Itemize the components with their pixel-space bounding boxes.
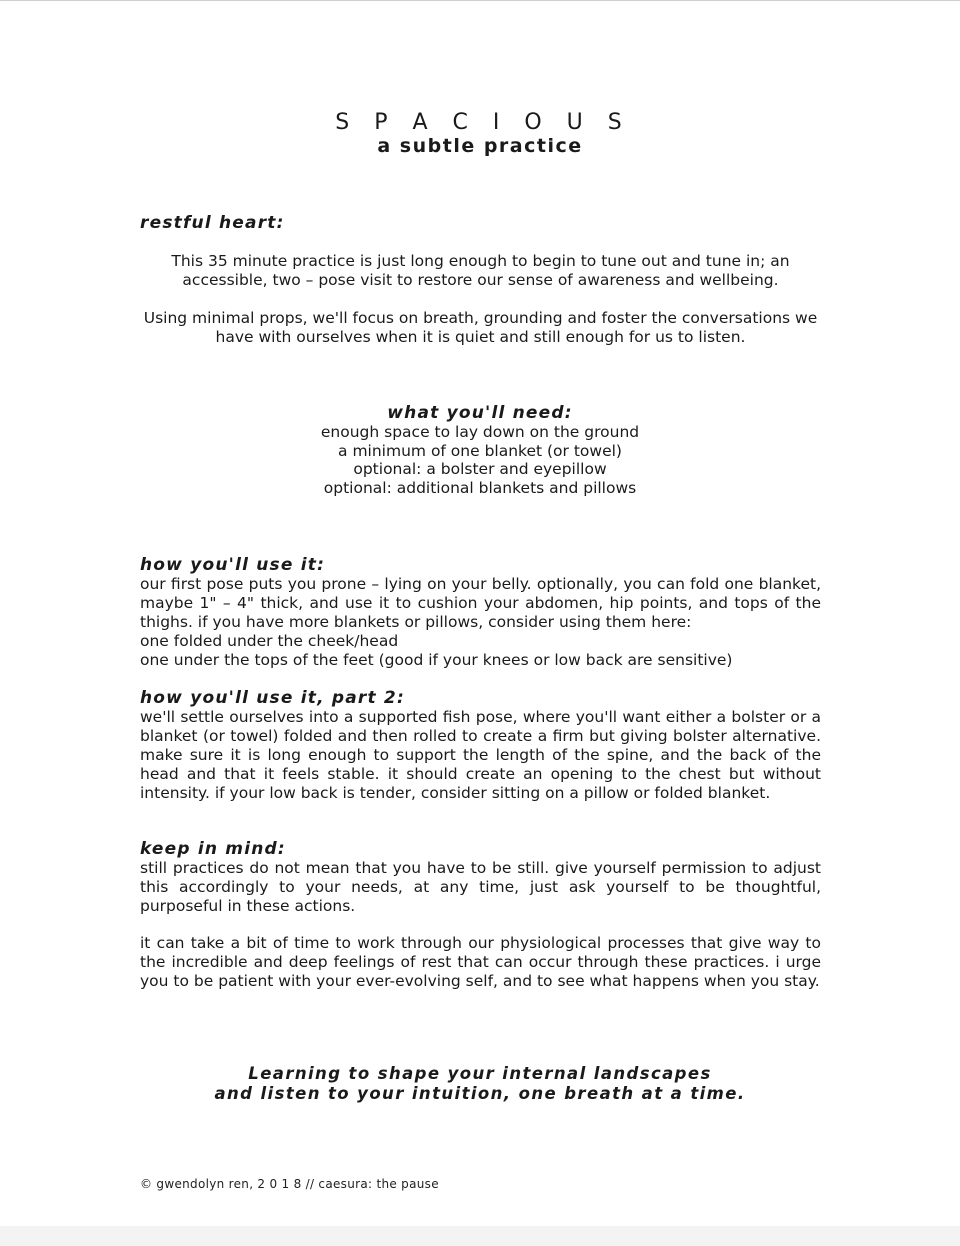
keep-in-mind-section — [140, 839, 821, 916]
copyright-footer: © gwendolyn ren, 2 0 1 8 // caesura: the pause — [140, 1177, 439, 1191]
keep-in-mind-paragraph-2: it can take a bit of time to work through our physiological processes that give way to the incredible and deep feelings of rest that can occur through these practices. i urge you to be patient with your ever-evolving self, and to see what happens when you stay. — [140, 934, 821, 990]
closing-line-2: and listen to your intuition, one breath at a time. — [214, 1083, 746, 1103]
needs-item: a minimum of one blanket (or towel) — [338, 441, 622, 460]
intro-paragraph-1: This 35 minute practice is just long enough to begin to tune out and tune in; an accessible, two – pose visit to restore our sense of awareness and wellbeing. — [171, 252, 790, 289]
needs-item: enough space to lay down on the ground — [320, 423, 640, 441]
page-subtitle: a subtle practice — [377, 135, 583, 157]
keep-in-mind-paragraph-1: still practices do not mean that you have to be still. give yourself permission to adjust this accordingly to your needs, at any time, just ask yourself to be thoughtful, purposeful in these actions. — [140, 859, 821, 915]
needs-item: optional: a bolster and eyepillow — [353, 460, 607, 478]
page-bottom-band — [0, 1226, 960, 1246]
use-line: one folded under the cheek/head — [140, 632, 399, 650]
needs-heading: what you'll need: — [387, 403, 573, 423]
use-heading: how you'll use it: — [140, 555, 326, 575]
use-section — [140, 555, 821, 670]
restful-heart-heading: restful heart: — [140, 213, 285, 233]
keep-in-mind-heading: keep in mind: — [140, 839, 286, 859]
use-line: one under the tops of the feet (good if your knees or low back are sensitive) — [140, 651, 733, 669]
use-part2-heading: how you'll use it, part 2: — [140, 688, 405, 708]
needs-section — [0, 403, 960, 497]
closing-line-1: Learning to shape your internal landscapes — [248, 1064, 712, 1083]
closing-quote — [0, 1064, 960, 1103]
use-part2-section — [140, 688, 821, 803]
needs-item: optional: additional blankets and pillows — [323, 478, 637, 497]
page-title: S P A C I O U S — [335, 110, 631, 135]
use-paragraph: our first pose puts you prone – lying on your belly. optionally, you can fold one blanket, maybe 1" – 4" thick, and use it to cushion your abdomen, hip points, and tops of the thighs. if you have more blankets or pillows, consider using them here: — [140, 575, 821, 631]
use-part2-paragraph: we'll settle ourselves into a supported fish pose, where you'll want either a bolster or a blanket (or towel) folded and then rolled to create a firm but giving bolster alternative. make sure it is long enough to support the length of the spine, and the back of the head and that it feels stable. it should create an opening to the chest but without intensity. if your low back is tender, consider sitting on a pillow or folded blanket. — [140, 708, 821, 802]
intro-paragraph-2: Using minimal props, we'll focus on breath, grounding and foster the conversations we have with ourselves when it is quiet and still enough for us to listen. — [143, 309, 818, 346]
